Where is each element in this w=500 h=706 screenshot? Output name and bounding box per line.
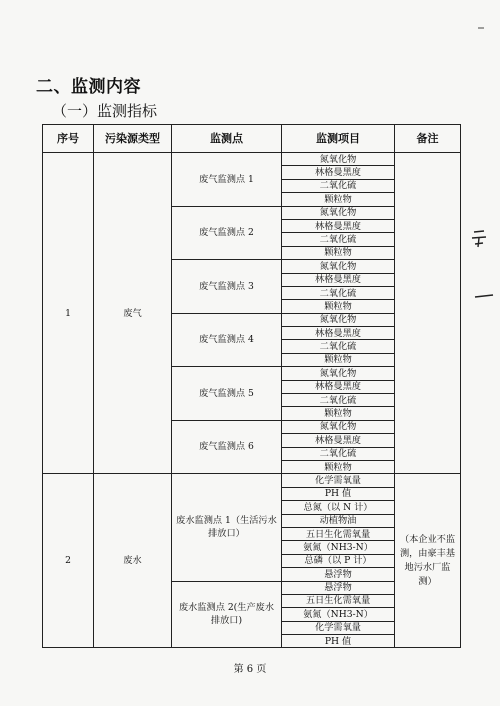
monitoring-item: 林格曼黑度 xyxy=(282,380,395,393)
monitoring-point: 废气监测点 3 xyxy=(172,260,282,314)
monitoring-table xyxy=(42,124,461,648)
remarks xyxy=(395,153,461,474)
monitoring-item: 动植物油 xyxy=(282,514,395,527)
monitoring-item: 悬浮物 xyxy=(282,581,395,594)
header-monitoring-item: 监测项目 xyxy=(282,125,395,153)
margin-ink-dash xyxy=(474,292,494,300)
monitoring-item: 氨氮（NH3-N） xyxy=(282,608,395,621)
monitoring-item: 二氧化硫 xyxy=(282,394,395,407)
header-source-type: 污染源类型 xyxy=(94,125,172,153)
monitoring-point: 废水监测点 1（生活污水排放口） xyxy=(172,474,282,581)
monitoring-item: 氮氧化物 xyxy=(282,367,395,380)
monitoring-item: 氮氧化物 xyxy=(282,313,395,326)
monitoring-item: 化学需氧量 xyxy=(282,474,395,487)
monitoring-item: 颗粒物 xyxy=(282,460,395,473)
monitoring-item: 氮氧化物 xyxy=(282,206,395,219)
row-number: 1 xyxy=(43,153,94,474)
monitoring-item: 五日生化需氧量 xyxy=(282,594,395,607)
header-remarks: 备注 xyxy=(395,125,461,153)
table-row xyxy=(43,474,461,487)
monitoring-item: 颗粒物 xyxy=(282,246,395,259)
monitoring-point: 废气监测点 6 xyxy=(172,420,282,474)
monitoring-item: 颗粒物 xyxy=(282,300,395,313)
monitoring-item: 总磷（以 P 计） xyxy=(282,554,395,567)
table-body xyxy=(43,153,461,648)
monitoring-item: 颗粒物 xyxy=(282,353,395,366)
source-type: 废水 xyxy=(94,474,172,648)
margin-ink-mark xyxy=(470,228,488,250)
row-number: 2 xyxy=(43,474,94,648)
monitoring-item: 氮氧化物 xyxy=(282,420,395,433)
monitoring-item: 林格曼黑度 xyxy=(282,219,395,232)
margin-ink-dot xyxy=(478,26,484,30)
monitoring-item: 林格曼黑度 xyxy=(282,434,395,447)
source-type: 废气 xyxy=(94,153,172,474)
monitoring-point: 废气监测点 5 xyxy=(172,367,282,421)
monitoring-item: 颗粒物 xyxy=(282,193,395,206)
monitoring-item: PH 值 xyxy=(282,635,395,648)
monitoring-item: 颗粒物 xyxy=(282,407,395,420)
table-header-row xyxy=(43,125,461,153)
monitoring-point: 废气监测点 1 xyxy=(172,153,282,207)
monitoring-item: 氮氧化物 xyxy=(282,153,395,166)
monitoring-item: 二氧化硫 xyxy=(282,179,395,192)
monitoring-item: 氨氮（NH3-N） xyxy=(282,541,395,554)
monitoring-item: 二氧化硫 xyxy=(282,233,395,246)
monitoring-item: 二氧化硫 xyxy=(282,447,395,460)
monitoring-item: 五日生化需氧量 xyxy=(282,527,395,540)
monitoring-item: PH 值 xyxy=(282,487,395,500)
monitoring-item: 化学需氧量 xyxy=(282,621,395,634)
header-monitoring-point: 监测点 xyxy=(172,125,282,153)
monitoring-item: 林格曼黑度 xyxy=(282,273,395,286)
monitoring-item: 总氮（以 N 计） xyxy=(282,501,395,514)
page-number: 第 6 页 xyxy=(233,664,267,675)
monitoring-item: 二氧化硫 xyxy=(282,340,395,353)
monitoring-item: 悬浮物 xyxy=(282,568,395,581)
monitoring-item: 林格曼黑度 xyxy=(282,166,395,179)
monitoring-item: 林格曼黑度 xyxy=(282,327,395,340)
section-heading: 二、监测内容 xyxy=(36,77,141,97)
monitoring-point: 废气监测点 4 xyxy=(172,313,282,367)
subsection-heading: （一）监测指标 xyxy=(52,102,158,120)
remarks: （本企业不监测，由豪丰基地污水厂监测） xyxy=(395,474,461,648)
monitoring-item: 氮氧化物 xyxy=(282,260,395,273)
monitoring-point: 废气监测点 2 xyxy=(172,206,282,260)
table-row xyxy=(43,153,461,166)
monitoring-point: 废水监测点 2(生产废水排放口) xyxy=(172,581,282,648)
monitoring-item: 二氧化硫 xyxy=(282,286,395,299)
header-no: 序号 xyxy=(43,125,94,153)
